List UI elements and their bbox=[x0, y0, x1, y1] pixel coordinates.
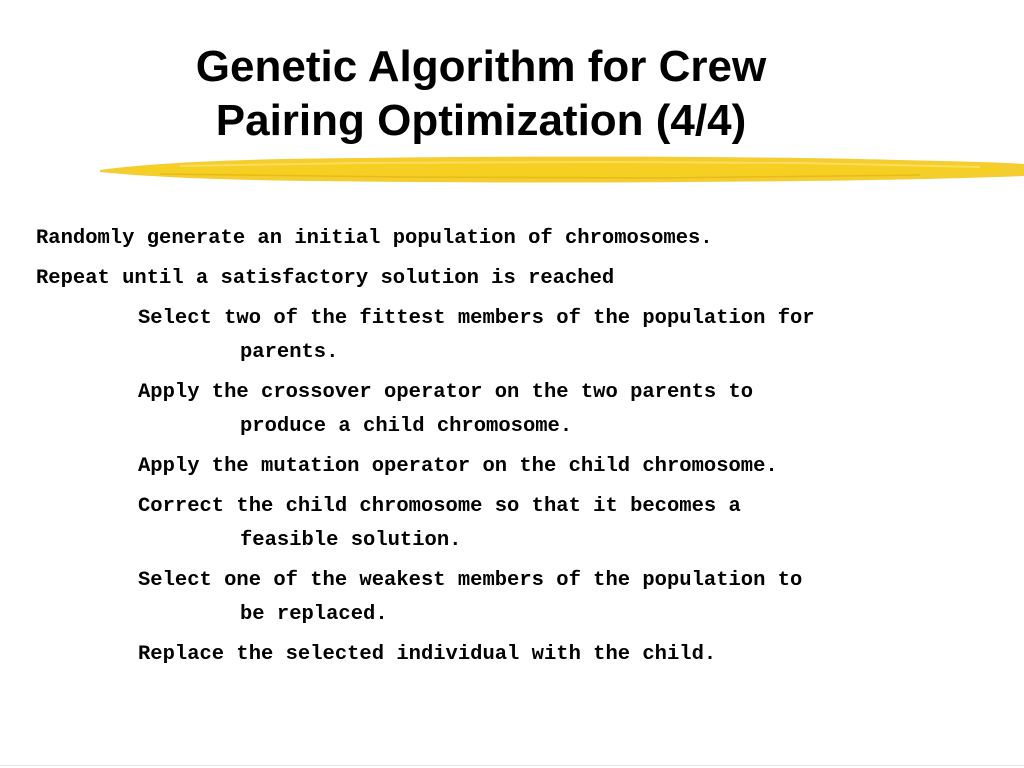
footer-divider bbox=[0, 765, 1024, 766]
title-line-2: Pairing Optimization (4/4) bbox=[215, 96, 747, 145]
step-line: Randomly generate an initial population of chromosomes. bbox=[36, 227, 713, 250]
step-line: Repeat until a satisfactory solution is reached bbox=[36, 267, 615, 290]
step-line: Apply the crossover operator on the two parents to bbox=[138, 381, 754, 404]
step-line-continuation: produce a child chromosome. bbox=[240, 415, 573, 438]
algorithm-steps bbox=[36, 222, 1006, 678]
step-line: Correct the child chromosome so that it becomes a bbox=[138, 495, 741, 518]
step-line: Replace the selected individual with the child. bbox=[138, 643, 717, 666]
step-line: Apply the mutation operator on the child chromosome. bbox=[138, 455, 778, 478]
title-highlighter-stroke bbox=[100, 150, 1024, 190]
step-line: Select two of the fittest members of the population for bbox=[138, 307, 815, 330]
step-line: Select one of the weakest members of the population to bbox=[138, 569, 803, 592]
title-line-1: Genetic Algorithm for Crew bbox=[195, 42, 767, 91]
slide-title bbox=[0, 40, 962, 148]
step-line-continuation: parents. bbox=[240, 341, 339, 364]
step-line-continuation: feasible solution. bbox=[240, 529, 462, 552]
step-line-continuation: be replaced. bbox=[240, 603, 388, 626]
